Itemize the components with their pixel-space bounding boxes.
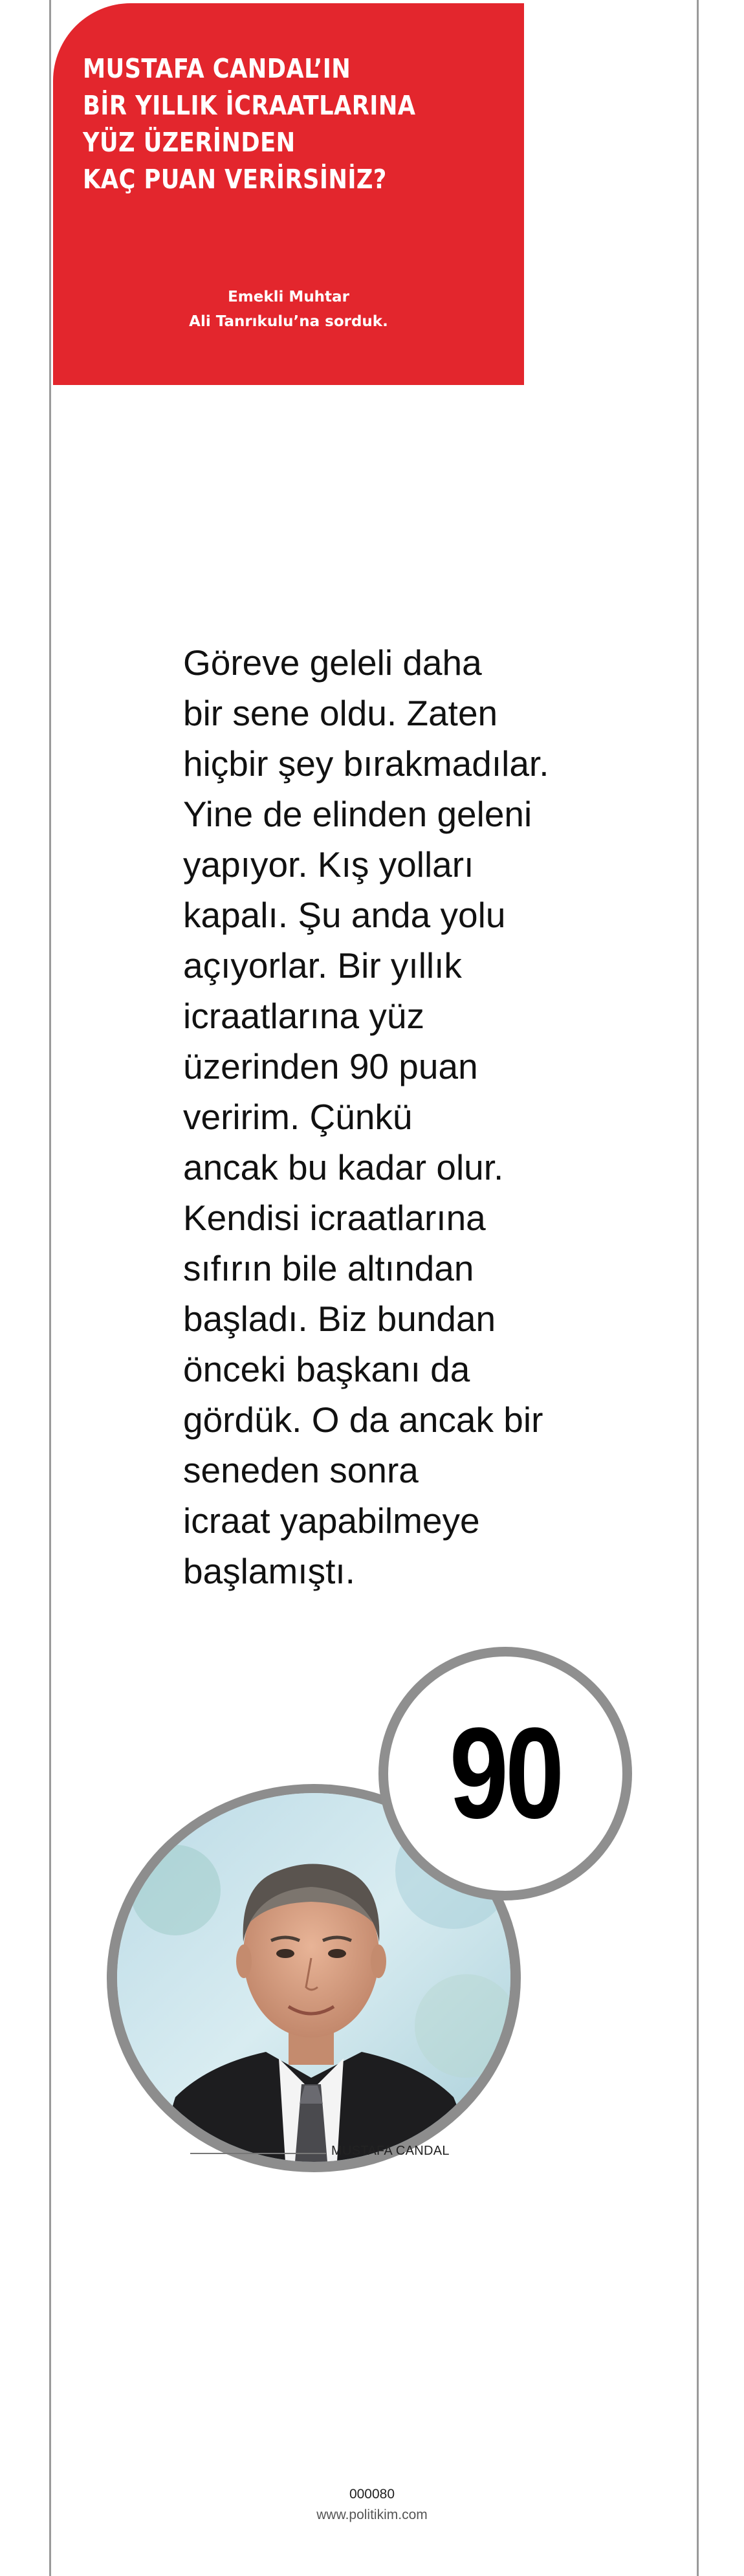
website-url: www.politikim.com xyxy=(316,2507,428,2522)
answer-line: sıfırın bile altından xyxy=(183,1248,474,1288)
answer-line: icraat yapabilmeye xyxy=(183,1501,480,1541)
byline-line: Emekli Muhtar xyxy=(228,289,349,305)
answer-line: seneden sonra xyxy=(183,1450,419,1490)
answer-line: hiçbir şey bırakmadılar. xyxy=(183,743,549,784)
interview-answer xyxy=(183,637,597,1596)
score-value: 90 xyxy=(449,1701,562,1845)
headline-line: YÜZ ÜZERİNDEN xyxy=(83,127,296,158)
answer-line: yapıyor. Kış yolları xyxy=(183,844,474,885)
answer-line: açıyorlar. Bir yıllık xyxy=(183,945,462,985)
photo-caption: MUSTAFA CANDAL xyxy=(331,2144,450,2158)
answer-line: kapalı. Şu anda yolu xyxy=(183,895,506,935)
answer-line: bir sene oldu. Zaten xyxy=(183,693,498,733)
headline-line: BİR YILLIK İCRAATLARINA xyxy=(83,90,416,121)
page-border-right xyxy=(697,0,699,2576)
headline-line: KAÇ PUAN VERİRSİNİZ? xyxy=(83,164,387,195)
answer-line: veririm. Çünkü xyxy=(183,1097,413,1137)
answer-line: önceki başkanı da xyxy=(183,1349,470,1389)
answer-line: icraatlarına yüz xyxy=(183,996,424,1036)
byline xyxy=(53,285,524,334)
answer-line: gördük. O da ancak bir xyxy=(183,1400,543,1440)
caption-rule xyxy=(190,2153,326,2154)
answer-line: Göreve geleli daha xyxy=(183,643,482,683)
byline-line: Ali Tanrıkulu’na sorduk. xyxy=(189,313,388,330)
answer-line: üzerinden 90 puan xyxy=(183,1046,478,1086)
page-border-left xyxy=(49,0,51,2576)
answer-line: Kendisi icraatlarına xyxy=(183,1198,486,1238)
headline-line: MUSTAFA CANDAL’IN xyxy=(83,53,351,84)
answer-line: ancak bu kadar olur. xyxy=(183,1147,504,1187)
answer-line: Yine de elinden geleni xyxy=(183,794,532,834)
answer-line: başlamıştı. xyxy=(183,1551,355,1591)
headline xyxy=(83,50,439,198)
answer-line: başladı. Biz bundan xyxy=(183,1299,496,1339)
page-number: 000080 xyxy=(349,2487,395,2502)
